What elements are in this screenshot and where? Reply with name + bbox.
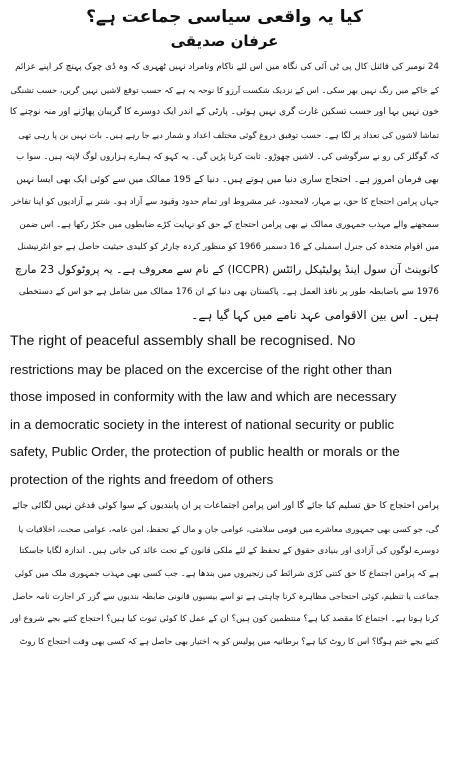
paragraph-line: دوسرے لوگوں کی آزادی اور بنیادی حقوق کے تحفظ کے لئے ملکی قانون کے تحت عائد کی جاتی ہیں۔ اندازہ لگایا جاسکتا <box>19 546 439 556</box>
paragraph-line: سمجھنے والے مہذب جمہوری ممالک نے بھی پرامن احتجاج کے حق کو نہایت کڑے ضابطوں میں جکڑ رکھا ہے۔ اس ضمن <box>19 219 439 230</box>
paragraph-line: کانوینٹ آن سول اینڈ پولیٹیکل رائٹس (ICCPR) کے نام سے معروف ہے۔ یہ پروٹوکول 23 مارچ <box>14 262 439 276</box>
paragraph-line: کے خاکے میں رنگ نہیں بھر سکی۔ اس کے نزدیک شکست آرزو کا نوحہ یہ ہے کہ حسب توقع لاشیں نہیں گریں، حسب تشنگی <box>10 84 439 95</box>
paragraph-line: بھی فرمان امروز ہے۔ احتجاج ساری دنیا میں ہوتے ہیں۔ دنیا کے 195 ممالک میں سے کوئی ایک بھی ایسا نہیں <box>16 173 439 185</box>
quote-line: those imposed in conformity with the law and which are necessary <box>10 389 397 404</box>
paragraph-line: خون نہیں بہا اور حسب تسکین غارت گری نہیں ہوئی۔ پارٹی کے اندر ایک دوسرے کا گریبان پھاڑنے اور منہ نوچنے کا <box>10 107 439 117</box>
article-title: کیا یہ واقعی سیاسی جماعت ہے؟ <box>86 7 363 27</box>
paragraph-line: تماشا لاشوں کی تعداد پر لگا ہے۔ حسب توفیق دروغ گوئی مختلف اعداد و شمار دیے جا رہے ہیں۔ بات نہیں بن پا رہی تھی <box>18 129 439 140</box>
quote-line: safety, Public Order, the protection of public health or morals or the <box>10 444 400 459</box>
quote-line: protection of the rights and freedom of others <box>10 471 274 487</box>
quote-line: in a democratic society in the interest of national security or public <box>10 416 395 432</box>
paragraph-line: جہاں پرامن احتجاج کا حق، بے مہار، لامحدود، غیر مشروط اور تمام حدود وقیود سے آزاد ہو۔ شتر بے آزادیوں کو اپنا تفاخر <box>11 197 439 207</box>
paragraph-line: کہ گوگلز کی رو نے سرگوشی کی۔ لاشیں چھوڑو۔ ثابت کرنا پڑیں گی۔ یہ کہو کہ ہمارے ہزاروں لوگ لاپتہ ہیں۔ سوا ب <box>16 152 439 162</box>
iccpr-quote <box>10 328 439 493</box>
article-paragraph-2 <box>10 495 439 653</box>
paragraph-line: ہے کہ پرامن اجتماع کا حق کتنی کڑی شرائط کی زنجیروں میں بندھا ہے۔ جب کسی بھی مہذب جمہوری ملک میں کوئی <box>14 568 439 579</box>
quote-line: The right of peaceful assembly shall be recognised. No <box>10 333 356 349</box>
paragraph-line: پرامن احتجاج کا حق تسلیم کیا جائے گا اور اس پرامن اجتماعات پر ان پابندیوں کے سوا کوئی قدغن نہیں لگائی جائے <box>12 501 439 511</box>
paragraph-line: 24 نومبر کی فائنل کال پی ٹی آئی کی نگاہ میں اس لئے ناکام ونامراد نہیں ٹھہری کہ وہ ڈی چوک پہنچ کر اپنے عزائم <box>15 62 439 72</box>
paragraph-line: 1976 سے باضابطہ طور پر نافذ العمل ہے۔ پاکستان بھی دنیا کے ان 176 ممالک میں شامل ہے جو اس کے دستخطی <box>18 287 439 297</box>
paragraph-line: جماعت یا تنظیم، کوئی احتجاجی مظاہرہ کرنا چاہتی ہے تو اسے بیسیوں قانونی ضابطہ بندیوں سے گزر کر اجازت نامہ حاصل <box>12 591 439 601</box>
paragraph-line: کتنے بجے ختم ہوگا؟ اس کا روٹ کیا ہے؟ برطانیہ میں پولیس کو یہ اختیار بھی حاصل ہے کہ کسی بھی وقت احتجاج کا روٹ <box>19 636 439 646</box>
author-name: عرفان صدیقی <box>170 32 279 50</box>
paragraph-line: ہیں۔ اس بین الاقوامی عہد نامے میں کہا گیا ہے۔ <box>191 307 439 322</box>
paragraph-line: میں اقوام متحدہ کی جنرل اسمبلی کے 16 دسمبر 1966 کو منظور کردہ چارٹر کو کلیدی حیثیت حاصل ہے جو انٹرنیشنل <box>17 242 439 252</box>
article-paragraph-1 <box>10 56 439 326</box>
paragraph-line: کرنا ہوتا ہے۔ اجتماع کا مقصد کیا ہے؟ منتظمین کون ہیں؟ ان کے عمل کا کوئی ثبوت کیا ہیں؟ احتجاج کتنے بجے شروع اور <box>10 613 439 624</box>
paragraph-line: گی، جو کسی بھی جمہوری معاشرے میں قومی سلامتی، عوامی جان و مال کے تحفظ، امن عامہ، عوامی صحت، اخلاقیات یا <box>18 523 439 534</box>
quote-line: restrictions may be placed on the excercise of the right other than <box>10 361 392 377</box>
